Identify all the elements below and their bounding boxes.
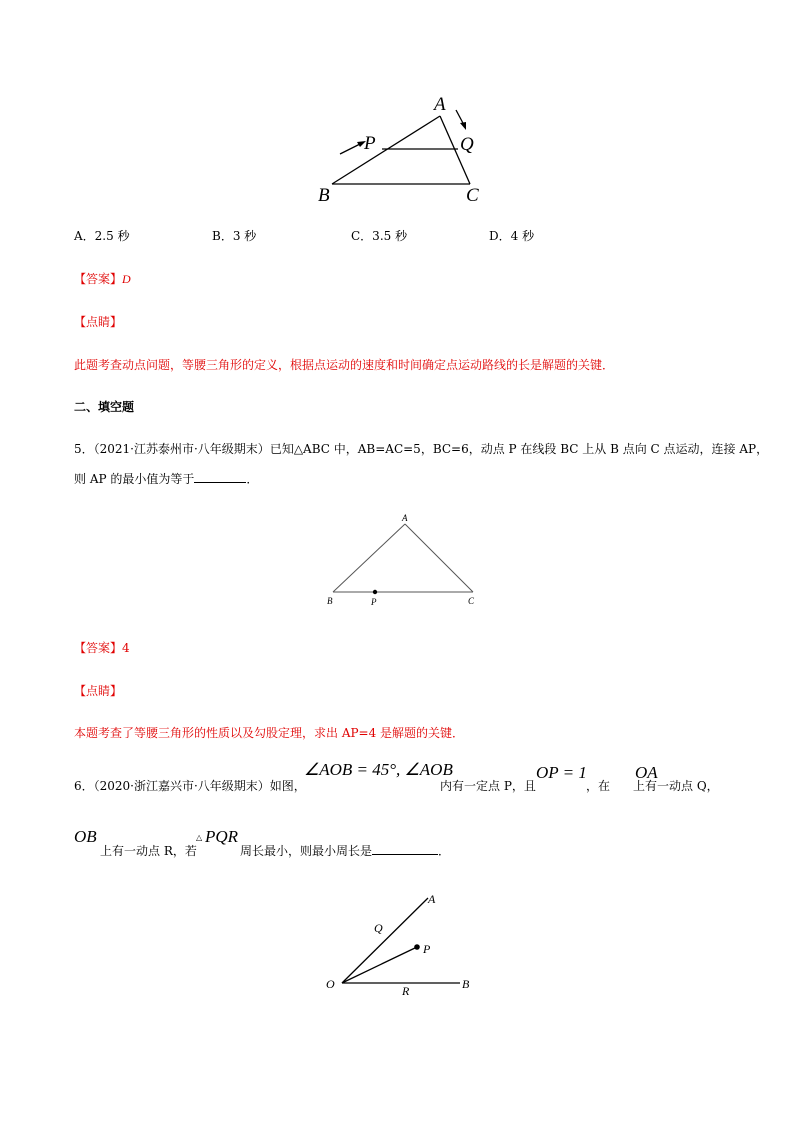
question-source: （2021·江苏泰州市·八年级期末）	[93, 442, 270, 456]
label-b: B	[462, 977, 470, 991]
answer-blank	[372, 842, 438, 855]
label-p: P	[364, 133, 376, 154]
option-d: D．4 秒	[489, 229, 535, 243]
q5-line1	[74, 440, 768, 458]
question-text: 则 AP 的最小值为等于	[74, 472, 195, 486]
math-ob: OB	[74, 827, 97, 846]
label-a: A	[402, 513, 408, 523]
q6-number-source	[74, 777, 306, 795]
q6-text-b: ，在	[586, 779, 611, 793]
figure-isosceles-triangle	[318, 510, 488, 610]
q4-comment-label: 【点睛】	[74, 315, 123, 329]
q5-answer	[74, 639, 130, 657]
answer-blank	[194, 470, 246, 483]
label-b: B	[327, 596, 333, 606]
question-number: 5．	[74, 442, 94, 456]
q6-text-e	[240, 842, 450, 860]
math-pqr: PQR	[205, 827, 239, 846]
figure-moving-points-triangle	[310, 90, 510, 210]
answer-label: 【答案】	[74, 272, 123, 286]
label-o: O	[326, 977, 335, 991]
q5-comment-text: 本题考查了等腰三角形的性质以及勾股定理，求出 AP=4 是解题的关键．	[74, 726, 465, 740]
label-c: C	[466, 185, 479, 206]
label-a: A	[428, 892, 436, 906]
section-title: 二、填空题	[74, 400, 135, 414]
label-q: Q	[374, 921, 383, 935]
segment-op	[342, 947, 417, 983]
period: ．	[438, 844, 451, 858]
label-a: A	[434, 94, 446, 115]
segment-ac	[405, 524, 473, 592]
option-b: B．3 秒	[212, 229, 257, 243]
label-c: C	[468, 596, 475, 606]
period: ．	[246, 472, 259, 486]
math-angle-aob: ∠AOB = 45°, ∠AOB	[304, 760, 453, 779]
label-q: Q	[460, 134, 474, 155]
point-p	[373, 590, 377, 594]
question-source: （2020·浙江嘉兴市·八年级期末）如图，	[93, 779, 306, 793]
answer-value: D	[122, 272, 131, 286]
figure-angle-aob	[320, 885, 490, 995]
q4-answer	[74, 270, 131, 288]
math-op-eq-1: OP = 1	[536, 763, 587, 782]
q5-line2	[74, 470, 258, 488]
label-r: R	[402, 984, 410, 995]
q6-text-a: 内有一定点 P，且	[440, 779, 536, 793]
question-number: 6．	[74, 779, 94, 793]
triangle-symbol: △	[196, 833, 203, 842]
label-p: P	[371, 597, 377, 607]
q6-text-c: 上有一动点 Q，	[633, 779, 719, 793]
answer-label: 【答案】	[74, 641, 123, 655]
question-text: 已知△ABC 中，AB=AC=5，BC=6，动点 P 在线段 BC 上从 B 点向 C 点运动，连接 AP，	[269, 442, 769, 456]
math-oa: OA	[635, 763, 658, 782]
q6-text-d: 上有一动点 R，若	[100, 844, 197, 858]
segment-ab	[333, 524, 405, 592]
answer-value: 4	[122, 641, 130, 655]
ray-oa	[342, 898, 428, 983]
label-b: B	[318, 185, 330, 206]
point-p	[414, 944, 420, 950]
option-a: A．2.5 秒	[74, 229, 130, 243]
option-c: C．3.5 秒	[351, 229, 408, 243]
label-p: P	[423, 942, 431, 956]
arrow-q-head	[460, 122, 466, 130]
question-text: 周长最小，则最小周长是	[240, 844, 373, 858]
q4-comment-text: 此题考查动点问题，等腰三角形的定义，根据点运动的速度和时间确定点运动路线的长是解题的关键．	[74, 358, 615, 372]
q5-comment-label: 【点睛】	[74, 684, 123, 698]
